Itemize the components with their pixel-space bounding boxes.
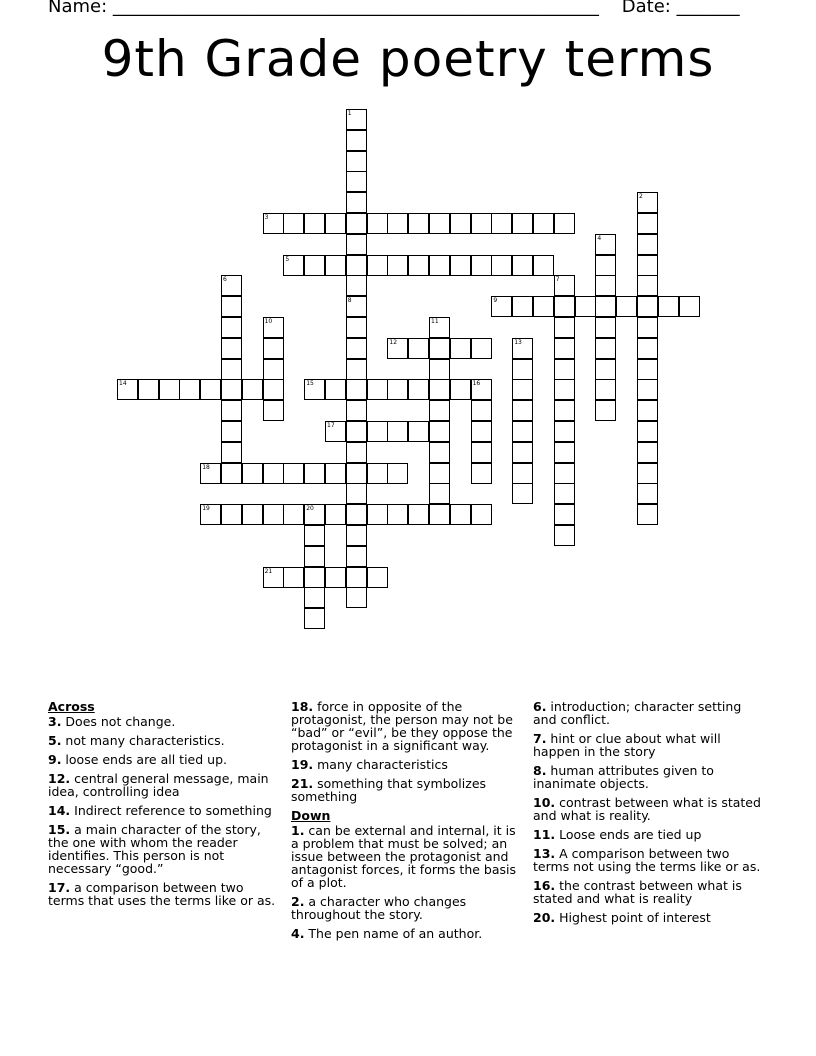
grid-cell[interactable] xyxy=(471,213,492,234)
down-clue-16 xyxy=(533,879,768,905)
grid-cell[interactable] xyxy=(346,151,367,172)
grid-cell[interactable] xyxy=(429,359,450,380)
grid-cell[interactable] xyxy=(554,275,575,296)
grid-cell[interactable] xyxy=(491,296,512,317)
grid-cell[interactable] xyxy=(471,442,492,463)
grid-cell[interactable] xyxy=(325,213,346,234)
grid-cell[interactable] xyxy=(512,359,533,380)
grid-cell[interactable] xyxy=(554,317,575,338)
grid-cell[interactable] xyxy=(159,379,180,400)
grid-cell[interactable] xyxy=(429,213,450,234)
clue-number: 13 xyxy=(514,338,522,346)
clue-text: central general message, main idea, controlling idea xyxy=(48,771,269,799)
grid-cell[interactable] xyxy=(367,463,388,484)
across-clue-14 xyxy=(48,804,283,817)
grid-cell[interactable] xyxy=(450,213,471,234)
grid-cell[interactable] xyxy=(221,463,242,484)
grid-cell[interactable] xyxy=(367,379,388,400)
grid-cell[interactable] xyxy=(221,504,242,525)
clue-number: 5 xyxy=(285,255,290,263)
grid-cell[interactable] xyxy=(471,421,492,442)
grid-cell[interactable] xyxy=(304,608,325,629)
grid-cell[interactable] xyxy=(304,504,325,525)
clue-number: 19 xyxy=(202,505,210,513)
clue-number-label: 7. xyxy=(533,731,547,746)
clue-column-1 xyxy=(48,700,283,913)
clue-number: 16 xyxy=(472,380,481,388)
grid-cell[interactable] xyxy=(471,504,492,525)
grid-cell[interactable] xyxy=(304,463,325,484)
clue-text: a main character of the story, the one with whom the reader identifies. This person is not necessary “good.” xyxy=(48,822,261,876)
clue-number-label: 17. xyxy=(48,880,71,895)
grid-cell[interactable] xyxy=(450,255,471,276)
across-clue-list-continued xyxy=(291,700,526,803)
grid-cell[interactable] xyxy=(554,525,575,546)
grid-cell[interactable] xyxy=(429,338,450,359)
grid-cell[interactable] xyxy=(346,587,367,608)
grid-cell[interactable] xyxy=(429,379,450,400)
name-field-label: Name: ______________________________________________________ xyxy=(48,0,599,17)
grid-cell[interactable] xyxy=(408,255,429,276)
grid-cell[interactable] xyxy=(346,442,367,463)
grid-cell[interactable] xyxy=(533,213,554,234)
grid-cell[interactable] xyxy=(367,255,388,276)
clue-text: hint or clue about what will happen in the story xyxy=(533,731,721,759)
grid-cell[interactable] xyxy=(263,379,284,400)
grid-cell[interactable] xyxy=(637,400,658,421)
grid-cell[interactable] xyxy=(221,421,242,442)
clue-text: contrast between what is stated and what is reality. xyxy=(533,795,761,823)
clue-text: loose ends are all tied up. xyxy=(61,752,227,767)
clue-text: something that symbolizes something xyxy=(291,776,487,804)
clue-number-label: 8. xyxy=(533,763,547,778)
clue-number-label: 18. xyxy=(291,699,314,714)
grid-cell[interactable] xyxy=(221,275,242,296)
grid-cell[interactable] xyxy=(429,421,450,442)
grid-cell[interactable] xyxy=(595,296,616,317)
down-clue-4 xyxy=(291,927,526,940)
grid-cell[interactable] xyxy=(491,213,512,234)
grid-cell[interactable] xyxy=(471,379,492,400)
grid-cell[interactable] xyxy=(367,421,388,442)
grid-cell[interactable] xyxy=(263,504,284,525)
clue-number: 21 xyxy=(264,567,273,575)
grid-cell[interactable] xyxy=(263,359,284,380)
grid-cell[interactable] xyxy=(346,130,367,151)
grid-cell[interactable] xyxy=(346,525,367,546)
across-heading: Across xyxy=(48,699,95,714)
grid-cell[interactable] xyxy=(595,255,616,276)
grid-cell[interactable] xyxy=(471,463,492,484)
grid-cell[interactable] xyxy=(512,296,533,317)
across-clue-5 xyxy=(48,734,283,747)
across-clue-12 xyxy=(48,772,283,798)
grid-cell[interactable] xyxy=(346,421,367,442)
grid-cell[interactable] xyxy=(346,504,367,525)
grid-cell[interactable] xyxy=(595,359,616,380)
grid-cell[interactable] xyxy=(554,379,575,400)
grid-cell[interactable] xyxy=(637,234,658,255)
clue-text: a comparison between two terms that uses the terms like or as. xyxy=(48,880,276,908)
grid-cell[interactable] xyxy=(637,442,658,463)
grid-cell[interactable] xyxy=(512,379,533,400)
clue-text: introduction; character setting and conflict. xyxy=(533,699,742,727)
clue-number-label: 16. xyxy=(533,878,556,893)
grid-cell[interactable] xyxy=(387,379,408,400)
grid-cell[interactable] xyxy=(512,338,533,359)
grid-cell[interactable] xyxy=(512,400,533,421)
grid-cell[interactable] xyxy=(450,379,471,400)
grid-cell[interactable] xyxy=(450,504,471,525)
clue-number-label: 10. xyxy=(533,795,556,810)
clue-number-label: 20. xyxy=(533,910,556,925)
grid-cell[interactable] xyxy=(533,296,554,317)
grid-cell[interactable] xyxy=(595,275,616,296)
grid-cell[interactable] xyxy=(429,483,450,504)
grid-cell[interactable] xyxy=(408,421,429,442)
grid-cell[interactable] xyxy=(263,567,284,588)
grid-cell[interactable] xyxy=(471,255,492,276)
grid-cell[interactable] xyxy=(408,379,429,400)
clue-number: 15 xyxy=(306,380,314,388)
down-clue-13 xyxy=(533,847,768,873)
date-field-label: Date: _______ xyxy=(621,0,740,17)
grid-cell[interactable] xyxy=(346,275,367,296)
down-clue-10 xyxy=(533,796,768,822)
grid-cell[interactable] xyxy=(346,171,367,192)
grid-cell[interactable] xyxy=(554,213,575,234)
clue-number: 9 xyxy=(493,297,498,305)
grid-cell[interactable] xyxy=(304,379,325,400)
grid-cell[interactable] xyxy=(595,234,616,255)
clue-text: human attributes given to inanimate objects. xyxy=(533,763,714,791)
grid-cell[interactable] xyxy=(491,255,512,276)
clue-number: 1 xyxy=(347,110,352,117)
clue-number: 4 xyxy=(597,234,602,242)
grid-cell[interactable] xyxy=(408,338,429,359)
grid-cell[interactable] xyxy=(637,379,658,400)
down-heading: Down xyxy=(291,808,331,823)
grid-cell[interactable] xyxy=(387,338,408,359)
grid-cell[interactable] xyxy=(283,213,304,234)
across-clue-17 xyxy=(48,881,283,907)
clue-number-label: 13. xyxy=(533,846,556,861)
grid-cell[interactable] xyxy=(304,587,325,608)
grid-cell[interactable] xyxy=(304,567,325,588)
grid-cell[interactable] xyxy=(346,400,367,421)
clue-number: 7 xyxy=(555,276,560,284)
grid-cell[interactable] xyxy=(242,504,263,525)
grid-cell[interactable] xyxy=(637,317,658,338)
grid-cell[interactable] xyxy=(533,255,554,276)
grid-cell[interactable] xyxy=(387,463,408,484)
clue-column-3 xyxy=(533,700,768,930)
grid-cell[interactable] xyxy=(554,359,575,380)
grid-cell[interactable] xyxy=(304,213,325,234)
across-clue-15 xyxy=(48,823,283,875)
clue-number-label: 12. xyxy=(48,771,71,786)
grid-cell[interactable] xyxy=(429,255,450,276)
grid-cell[interactable] xyxy=(263,338,284,359)
grid-cell[interactable] xyxy=(595,379,616,400)
clue-text: Indirect reference to something xyxy=(70,803,272,818)
clue-number-label: 19. xyxy=(291,757,314,772)
grid-cell[interactable] xyxy=(346,379,367,400)
clue-number-label: 11. xyxy=(533,827,556,842)
grid-cell[interactable] xyxy=(325,255,346,276)
grid-cell[interactable] xyxy=(346,359,367,380)
clue-text: Loose ends are tied up xyxy=(555,827,702,842)
clue-text: A comparison between two terms not using the terms like or as. xyxy=(533,846,761,874)
grid-cell[interactable] xyxy=(512,483,533,504)
grid-cell[interactable] xyxy=(554,483,575,504)
grid-cell[interactable] xyxy=(429,400,450,421)
grid-cell[interactable] xyxy=(367,504,388,525)
grid-cell[interactable] xyxy=(658,296,679,317)
clue-number-label: 14. xyxy=(48,803,71,818)
grid-cell[interactable] xyxy=(325,421,346,442)
clue-number: 17 xyxy=(327,422,335,429)
grid-cell[interactable] xyxy=(429,442,450,463)
across-clue-18 xyxy=(291,700,526,752)
clue-number-label: 5. xyxy=(48,733,62,748)
grid-cell[interactable] xyxy=(450,338,471,359)
down-clue-1 xyxy=(291,824,526,889)
clue-number: 12 xyxy=(389,338,398,346)
clue-number-label: 4. xyxy=(291,926,305,941)
clue-number-label: 3. xyxy=(48,714,62,729)
grid-cell[interactable] xyxy=(221,338,242,359)
grid-cell[interactable] xyxy=(679,296,700,317)
grid-cell[interactable] xyxy=(637,463,658,484)
page-title: 9th Grade poetry terms xyxy=(101,30,715,88)
grid-cell[interactable] xyxy=(221,359,242,380)
grid-cell[interactable] xyxy=(346,567,367,588)
grid-cell[interactable] xyxy=(200,379,221,400)
grid-cell[interactable] xyxy=(304,255,325,276)
across-clue-list xyxy=(48,715,283,907)
grid-cell[interactable] xyxy=(637,255,658,276)
clue-number-label: 15. xyxy=(48,822,71,837)
clue-number-label: 2. xyxy=(291,894,305,909)
grid-cell[interactable] xyxy=(346,296,367,317)
grid-cell[interactable] xyxy=(325,379,346,400)
grid-cell[interactable] xyxy=(512,213,533,234)
grid-cell[interactable] xyxy=(387,213,408,234)
grid-cell[interactable] xyxy=(429,317,450,338)
grid-cell[interactable] xyxy=(637,296,658,317)
grid-cell[interactable] xyxy=(367,567,388,588)
clue-number: 18 xyxy=(202,463,210,471)
grid-cell[interactable] xyxy=(346,483,367,504)
grid-cell[interactable] xyxy=(263,400,284,421)
grid-cell[interactable] xyxy=(387,504,408,525)
grid-cell[interactable] xyxy=(429,504,450,525)
grid-cell[interactable] xyxy=(595,338,616,359)
grid-cell[interactable] xyxy=(242,463,263,484)
grid-cell[interactable] xyxy=(346,338,367,359)
clue-text: The pen name of an author. xyxy=(304,926,483,941)
clue-number: 6 xyxy=(223,276,227,284)
clue-number-label: 9. xyxy=(48,752,62,767)
grid-cell[interactable] xyxy=(325,463,346,484)
grid-cell[interactable] xyxy=(263,463,284,484)
grid-cell[interactable] xyxy=(138,379,159,400)
clue-number-label: 21. xyxy=(291,776,314,791)
grid-cell[interactable] xyxy=(408,213,429,234)
grid-cell[interactable] xyxy=(554,442,575,463)
clue-text: Highest point of interest xyxy=(555,910,711,925)
grid-cell[interactable] xyxy=(346,255,367,276)
grid-cell[interactable] xyxy=(637,359,658,380)
grid-cell[interactable] xyxy=(346,213,367,234)
grid-cell[interactable] xyxy=(283,567,304,588)
down-clue-8 xyxy=(533,764,768,790)
grid-cell[interactable] xyxy=(554,421,575,442)
clue-number-label: 1. xyxy=(291,823,305,838)
grid-cell[interactable] xyxy=(554,400,575,421)
clue-text: not many characteristics. xyxy=(61,733,225,748)
grid-cell[interactable] xyxy=(367,213,388,234)
grid-cell[interactable] xyxy=(554,504,575,525)
grid-cell[interactable] xyxy=(221,379,242,400)
clue-number: 8 xyxy=(347,297,352,305)
grid-cell[interactable] xyxy=(304,546,325,567)
down-clue-20 xyxy=(533,911,768,924)
grid-cell[interactable] xyxy=(179,379,200,400)
grid-cell[interactable] xyxy=(471,338,492,359)
grid-cell[interactable] xyxy=(200,463,221,484)
grid-cell[interactable] xyxy=(221,400,242,421)
down-clue-2 xyxy=(291,895,526,921)
grid-cell[interactable] xyxy=(575,296,596,317)
grid-cell[interactable] xyxy=(595,317,616,338)
grid-cell[interactable] xyxy=(637,421,658,442)
grid-cell[interactable] xyxy=(346,546,367,567)
grid-cell[interactable] xyxy=(346,192,367,213)
grid-cell[interactable] xyxy=(471,400,492,421)
grid-cell[interactable] xyxy=(283,504,304,525)
grid-cell[interactable] xyxy=(429,463,450,484)
clue-text: a character who changes throughout the story. xyxy=(291,894,467,922)
across-clue-3 xyxy=(48,715,283,728)
grid-cell[interactable] xyxy=(637,504,658,525)
clue-number: 2 xyxy=(639,193,643,201)
grid-cell[interactable] xyxy=(325,567,346,588)
grid-cell[interactable] xyxy=(346,109,367,130)
grid-cell[interactable] xyxy=(346,317,367,338)
grid-cell[interactable] xyxy=(408,504,429,525)
grid-cell[interactable] xyxy=(117,379,138,400)
grid-cell[interactable] xyxy=(387,255,408,276)
down-clue-11 xyxy=(533,828,768,841)
across-clue-9 xyxy=(48,753,283,766)
down-clue-list xyxy=(291,824,526,940)
grid-cell[interactable] xyxy=(221,317,242,338)
grid-cell[interactable] xyxy=(595,400,616,421)
clue-number: 10 xyxy=(264,318,273,325)
grid-cell[interactable] xyxy=(221,296,242,317)
grid-cell[interactable] xyxy=(554,463,575,484)
grid-cell[interactable] xyxy=(304,525,325,546)
clue-number: 14 xyxy=(119,380,127,388)
grid-cell[interactable] xyxy=(263,317,284,338)
clue-text: force in opposite of the protagonist, the person may not be “bad” or “evil”, be they oppose the protagonist in a significant way. xyxy=(291,699,513,753)
down-clue-6 xyxy=(533,700,768,726)
grid-cell[interactable] xyxy=(200,504,221,525)
grid-cell[interactable] xyxy=(283,255,304,276)
grid-cell[interactable] xyxy=(637,213,658,234)
grid-cell[interactable] xyxy=(637,483,658,504)
grid-cell[interactable] xyxy=(554,338,575,359)
clue-text: can be external and internal, it is a problem that must be solved; an issue between the protagonist and antagonist forces, it forms the basis of a plot. xyxy=(291,823,516,890)
down-clue-list-continued xyxy=(533,700,768,924)
down-clue-7 xyxy=(533,732,768,758)
grid-cell[interactable] xyxy=(554,296,575,317)
grid-cell[interactable] xyxy=(325,504,346,525)
clue-text: Does not change. xyxy=(61,714,176,729)
grid-cell[interactable] xyxy=(512,442,533,463)
grid-cell[interactable] xyxy=(263,213,284,234)
clue-column-2 xyxy=(291,700,526,946)
clue-text: many characteristics xyxy=(313,757,448,772)
grid-cell[interactable] xyxy=(637,192,658,213)
clue-number: 11 xyxy=(431,318,439,325)
across-clue-19 xyxy=(291,758,526,771)
grid-cell[interactable] xyxy=(221,442,242,463)
grid-cell[interactable] xyxy=(512,463,533,484)
clue-number: 3 xyxy=(264,214,269,221)
grid-cell[interactable] xyxy=(387,421,408,442)
across-clue-21 xyxy=(291,777,526,803)
grid-cell[interactable] xyxy=(637,338,658,359)
grid-cell[interactable] xyxy=(283,463,304,484)
clue-text: the contrast between what is stated and what is reality xyxy=(533,878,742,906)
clue-number: 20 xyxy=(306,505,314,513)
grid-cell[interactable] xyxy=(346,463,367,484)
grid-cell[interactable] xyxy=(616,296,637,317)
grid-cell[interactable] xyxy=(346,234,367,255)
grid-cell[interactable] xyxy=(512,255,533,276)
grid-cell[interactable] xyxy=(242,379,263,400)
clue-number-label: 6. xyxy=(533,699,547,714)
grid-cell[interactable] xyxy=(512,421,533,442)
grid-cell[interactable] xyxy=(637,275,658,296)
